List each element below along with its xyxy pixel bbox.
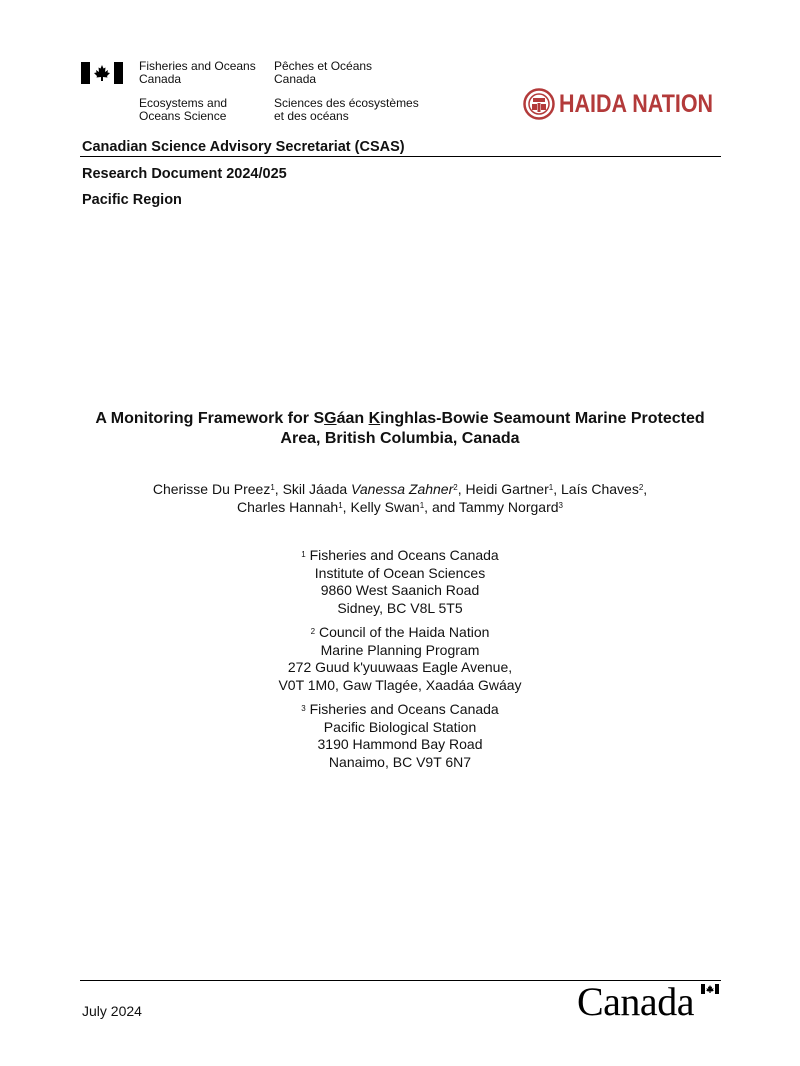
header-rule bbox=[80, 156, 721, 157]
haida-nation-wordmark: HAIDA NATION bbox=[559, 89, 714, 118]
author-list: Cherisse Du Preez$^1$, Skil Jáada Vanessa Zahner$^2$, Heidi Gartner$^1$, Laís Chaves$^2$, Charles Hannah$^1$, Kelly Swan$^1$, and Tammy Norgard$^3$ bbox=[152, 481, 648, 515]
title-line-2: Area, British Columbia, Canada bbox=[280, 430, 520, 447]
haida-nation-logo bbox=[523, 88, 738, 120]
region-label: Pacific Region bbox=[82, 192, 182, 208]
document-number: Research Document 2024/025 bbox=[82, 166, 287, 182]
canada-flag-icon bbox=[81, 62, 123, 84]
canada-wordmark bbox=[577, 978, 694, 1025]
canada-wordmark-text: Canada bbox=[577, 979, 694, 1024]
affiliation-3: $^3$ Fisheries and Oceans Canada Pacific Biological Station 3190 Hammond Bay Road Nanaimo, BC V9T 6N7 bbox=[301, 701, 499, 770]
dept-name-fr: Pêches et Océans Canada bbox=[274, 59, 373, 86]
sector-name-fr: Sciences des écosystèmes et des océans bbox=[274, 96, 419, 123]
document-title bbox=[60, 409, 740, 449]
sector-name-en: Ecosystems and Oceans Science bbox=[139, 96, 228, 123]
csas-heading: Canadian Science Advisory Secretariat (CSAS) bbox=[82, 139, 405, 155]
affiliation-1: $^1$ Fisheries and Oceans Canada Institute of Ocean Sciences 9860 West Saanich Road Sidney, BC V8L 5T5 bbox=[301, 547, 499, 616]
wordmark-flag-icon bbox=[701, 984, 719, 994]
affiliation-2: $^2$ Council of the Haida Nation Marine Planning Program 272 Guud k'yuuwaas Eagle Avenue, V0T 1M0, Gaw Tlagée, Xaadáa Gwáay bbox=[278, 624, 522, 693]
dept-name-en: Fisheries and Oceans Canada bbox=[139, 59, 256, 86]
haida-crest-icon bbox=[523, 88, 555, 120]
publication-date: July 2024 bbox=[82, 1003, 142, 1019]
title-line-1: A Monitoring Framework for SGáan Kinghlas-Bowie Seamount Marine Protected bbox=[95, 410, 705, 427]
